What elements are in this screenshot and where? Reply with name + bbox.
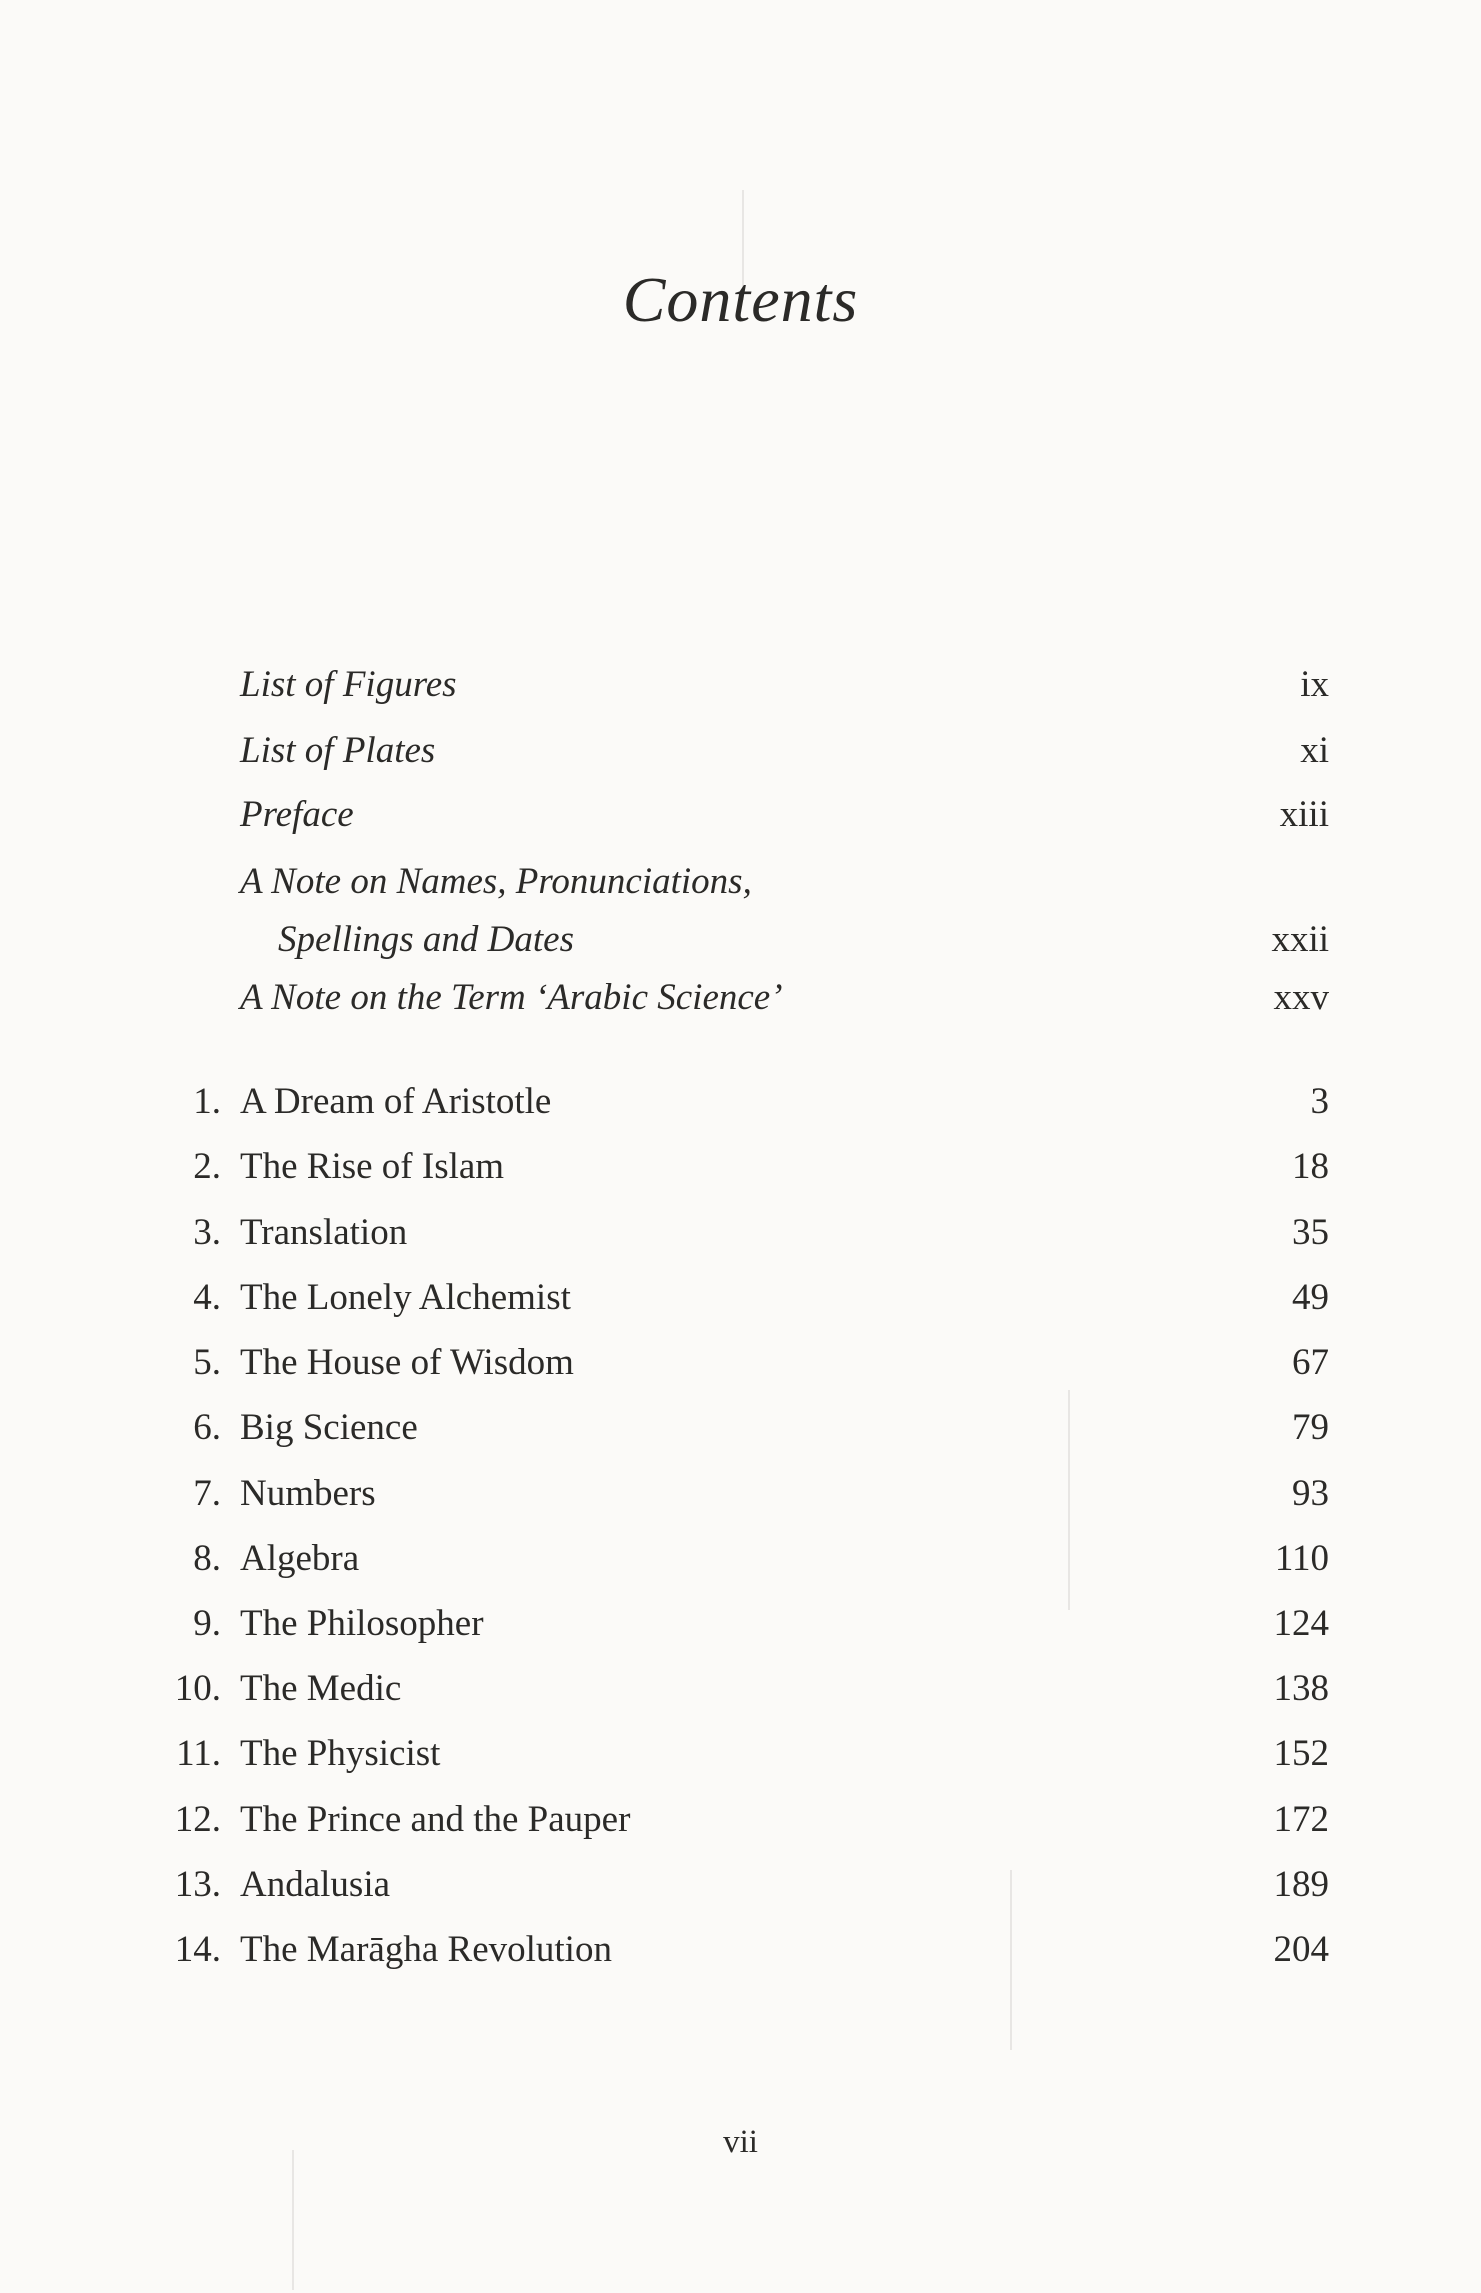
chapter-page: 49 [1292,1277,1329,1318]
chapter-title: The Philosopher [240,1603,484,1644]
toc-chapter-8[interactable] [0,1529,1481,1589]
toc-entry-page: xxv [1273,977,1329,1018]
chapter-title: The Prince and the Pauper [240,1799,631,1840]
chapter-page: 124 [1273,1603,1329,1644]
chapter-title: The Medic [240,1668,402,1709]
chapter-title: Numbers [240,1473,376,1514]
chapter-number: 10. [174,1668,221,1709]
chapter-number: 1. [193,1081,221,1122]
toc-chapter-11[interactable] [0,1724,1481,1784]
page-folio: vii [723,2124,758,2160]
chapter-number: 8. [193,1538,221,1579]
chapter-page: 18 [1292,1146,1329,1187]
chapter-number: 11. [176,1733,221,1774]
chapter-number: 14. [174,1929,221,1970]
chapter-page: 79 [1292,1407,1329,1448]
chapter-number: 6. [193,1407,221,1448]
chapter-page: 172 [1273,1799,1329,1840]
chapter-title: Algebra [240,1538,360,1579]
chapter-page: 189 [1273,1864,1329,1905]
toc-entry-title: List of Plates [240,730,436,771]
toc-chapter-7[interactable] [0,1464,1481,1524]
toc-entry-note-on-arabic-science[interactable] [0,968,1481,1028]
chapter-title: Andalusia [240,1864,391,1905]
toc-chapter-4[interactable] [0,1268,1481,1328]
toc-entry-page: xxii [1271,919,1329,960]
chapter-title: The Lonely Alchemist [240,1277,571,1318]
scan-artifact [292,2150,294,2290]
toc-entry-note-on-names[interactable] [0,852,1481,960]
chapter-number: 2. [193,1146,221,1187]
chapter-page: 3 [1310,1081,1329,1122]
toc-entry-page: xiii [1279,794,1329,835]
chapter-title: A Dream of Aristotle [240,1081,552,1122]
toc-entry-list-of-plates[interactable] [0,721,1481,781]
chapter-page: 67 [1292,1342,1329,1383]
chapter-title: The House of Wisdom [240,1342,574,1383]
chapter-title: The Physicist [240,1733,441,1774]
toc-chapter-14[interactable] [0,1920,1481,1980]
chapter-number: 3. [193,1212,221,1253]
chapter-number: 12. [174,1799,221,1840]
chapter-number: 13. [174,1864,221,1905]
chapter-page: 152 [1273,1733,1329,1774]
toc-chapter-10[interactable] [0,1659,1481,1719]
chapter-page: 110 [1274,1538,1329,1579]
toc-chapter-9[interactable] [0,1594,1481,1654]
chapter-title: The Marāgha Revolution [240,1929,612,1970]
chapter-number: 4. [193,1277,221,1318]
chapter-title: The Rise of Islam [240,1146,505,1187]
toc-chapter-6[interactable] [0,1398,1481,1458]
toc-entry-preface[interactable] [0,785,1481,845]
toc-chapter-3[interactable] [0,1203,1481,1263]
chapter-number: 5. [193,1342,221,1383]
chapter-number: 9. [193,1603,221,1644]
toc-entry-page: ix [1300,664,1329,705]
toc-entry-title-continued: Spellings and Dates [278,919,574,960]
chapter-page: 204 [1273,1929,1329,1970]
toc-chapter-12[interactable] [0,1790,1481,1850]
chapter-title: Translation [240,1212,408,1253]
chapter-page: 138 [1273,1668,1329,1709]
page-title: Contents [622,264,859,335]
toc-entry-title: A Note on Names, Pronunciations, [240,861,752,902]
chapter-number: 7. [193,1473,221,1514]
chapter-title: Big Science [240,1407,418,1448]
chapter-page: 93 [1292,1473,1329,1514]
toc-entry-page: xi [1300,730,1329,771]
toc-chapter-1[interactable] [0,1072,1481,1132]
toc-chapter-2[interactable] [0,1137,1481,1197]
toc-entry-title: A Note on the Term ‘Arabic Science’ [240,977,783,1018]
chapter-page: 35 [1292,1212,1329,1253]
toc-entry-title: Preface [240,794,354,835]
toc-entry-list-of-figures[interactable] [0,655,1481,715]
toc-entry-title: List of Figures [240,664,457,705]
toc-chapter-13[interactable] [0,1855,1481,1915]
toc-chapter-5[interactable] [0,1333,1481,1393]
